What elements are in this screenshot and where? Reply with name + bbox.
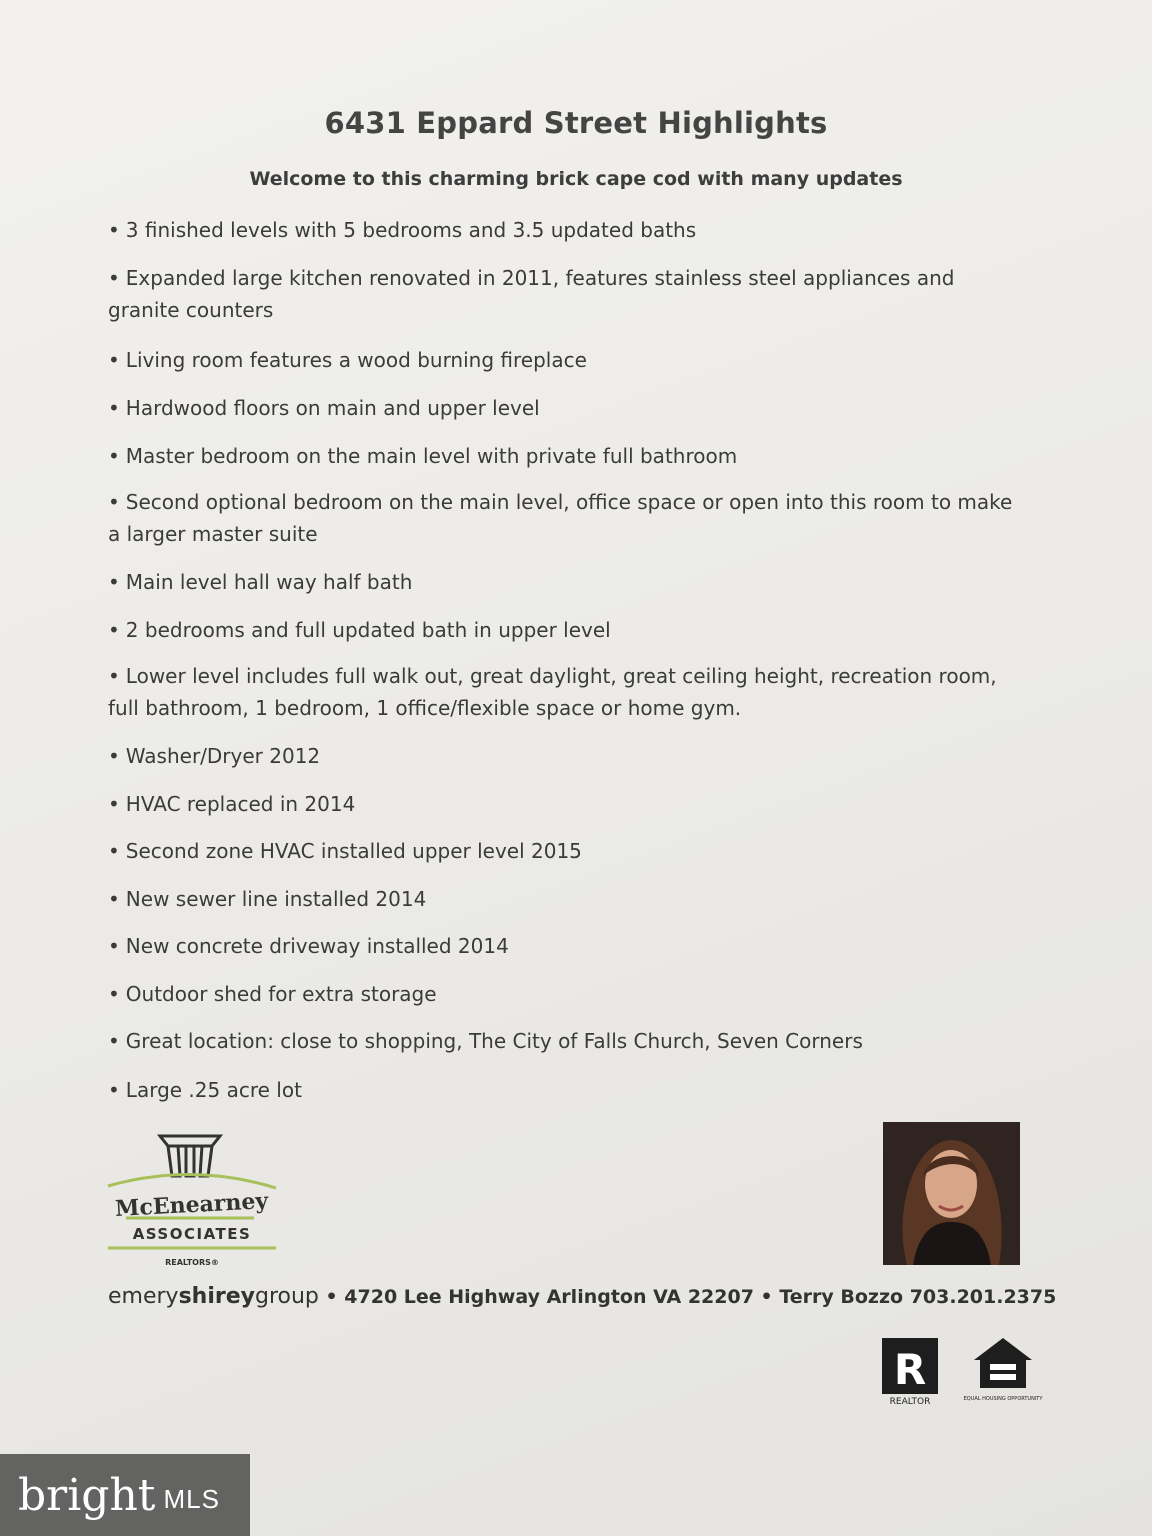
eho-label: EQUAL HOUSING OPPORTUNITY (963, 1396, 1043, 1402)
list-item: • HVAC replaced in 2014 (108, 792, 356, 816)
list-item: • Living room features a wood burning fireplace (108, 348, 587, 372)
footer-brand-part2: shirey (178, 1284, 255, 1309)
page-title: 6431 Eppard Street Highlights (324, 106, 828, 140)
agent-photo (883, 1122, 1020, 1265)
footer-brand-part1: emery (108, 1284, 179, 1309)
list-item: • Large .25 acre lot (108, 1078, 302, 1102)
list-item: • New sewer line installed 2014 (108, 887, 427, 911)
list-item: • Hardwood floors on main and upper level (108, 396, 540, 420)
footer-line (108, 1284, 1057, 1309)
list-item: • Main level hall way half bath (108, 570, 413, 594)
list-item: • Great location: close to shopping, The City of Falls Church, Seven Corners (108, 1029, 863, 1053)
bright-mls-watermark (0, 1454, 250, 1536)
list-item: • Outdoor shed for extra storage (108, 982, 437, 1006)
list-item: • Second optional bedroom on the main level, office space or open into this room to make a larger master suite (108, 490, 1013, 546)
list-item: • New concrete driveway installed 2014 (108, 934, 509, 958)
page-subtitle: Welcome to this charming brick cape cod with many updates (249, 168, 903, 190)
list-item: • 3 finished levels with 5 bedrooms and 3.5 updated baths (108, 218, 697, 242)
realtor-badge-icon (880, 1336, 944, 1406)
list-item: • Washer/Dryer 2012 (108, 744, 321, 768)
list-item: • 2 bedrooms and full updated bath in upper level (108, 618, 611, 642)
footer-brand-part3: group (255, 1284, 319, 1309)
watermark-suffix: MLS (163, 1483, 220, 1514)
list-item: • Master bedroom on the main level with private full bathroom (108, 444, 738, 468)
logo-name: McEnearney (114, 1188, 269, 1222)
mcenearney-logo (104, 1132, 282, 1272)
list-item: • Second zone HVAC installed upper level 2015 (108, 839, 582, 863)
logo-associates: ASSOCIATES (132, 1225, 252, 1243)
realtor-label: REALTOR (889, 1397, 931, 1407)
equal-housing-icon (963, 1334, 1043, 1406)
svg-text:R: R (893, 1345, 927, 1394)
footer-address: • 4720 Lee Highway Arlington VA 22207 • Terry Bozzo 703.201.2375 (318, 1286, 1057, 1308)
watermark-brand: bright (18, 1469, 156, 1521)
list-item: • Expanded large kitchen renovated in 2011, features stainless steel appliances and granite counters (108, 266, 955, 322)
list-item: • Lower level includes full walk out, great daylight, great ceiling height, recreation room, full bathroom, 1 bedroom, 1 office/flexible space or home gym. (108, 664, 997, 720)
logo-realtors: REALTORS® (165, 1258, 219, 1267)
